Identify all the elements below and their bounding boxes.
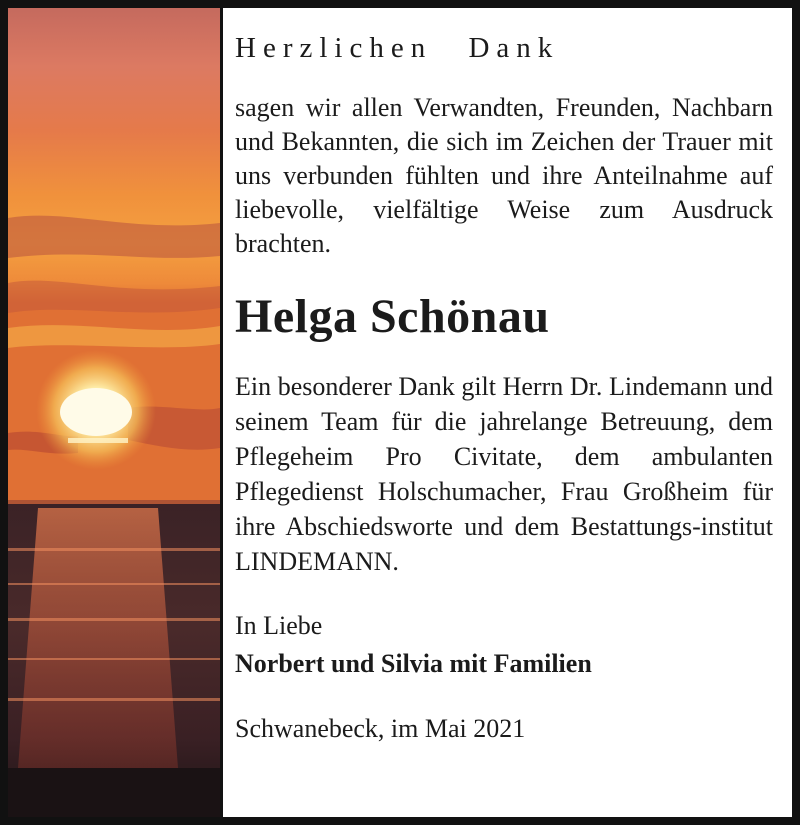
thanks-paragraph: Ein besonderer Dank gilt Herrn Dr. Lindemann und seinem Team für die jahrelange Betreuung, dem Pflegeheim Pro Civitate, dem ambulanten Pflegedienst Holschumacher, Frau Großheim für ihre Abschiedsworte und dem Bestattungs-institut LINDEMANN.	[235, 372, 773, 576]
heading: Herzlichen Dank	[235, 32, 560, 64]
deceased-name: Helga Schönau	[235, 290, 550, 343]
sunset-image	[8, 8, 220, 817]
notice-text	[235, 28, 773, 746]
closing-line: In Liebe	[235, 611, 323, 640]
place-date: Schwanebeck, im Mai 2021	[235, 714, 526, 743]
photo-divider	[220, 8, 223, 817]
family-signature: Norbert und Silvia mit Familien	[235, 649, 592, 678]
sunset-photo	[8, 8, 220, 817]
intro-paragraph: sagen wir allen Verwandten, Freunden, Nachbarn und Bekannten, die sich im Zeichen der Trauer mit uns verbunden fühlten und ihre Anteilnahme auf liebevolle, vielfältige Weise zum Ausdruck brachten.	[235, 93, 773, 258]
